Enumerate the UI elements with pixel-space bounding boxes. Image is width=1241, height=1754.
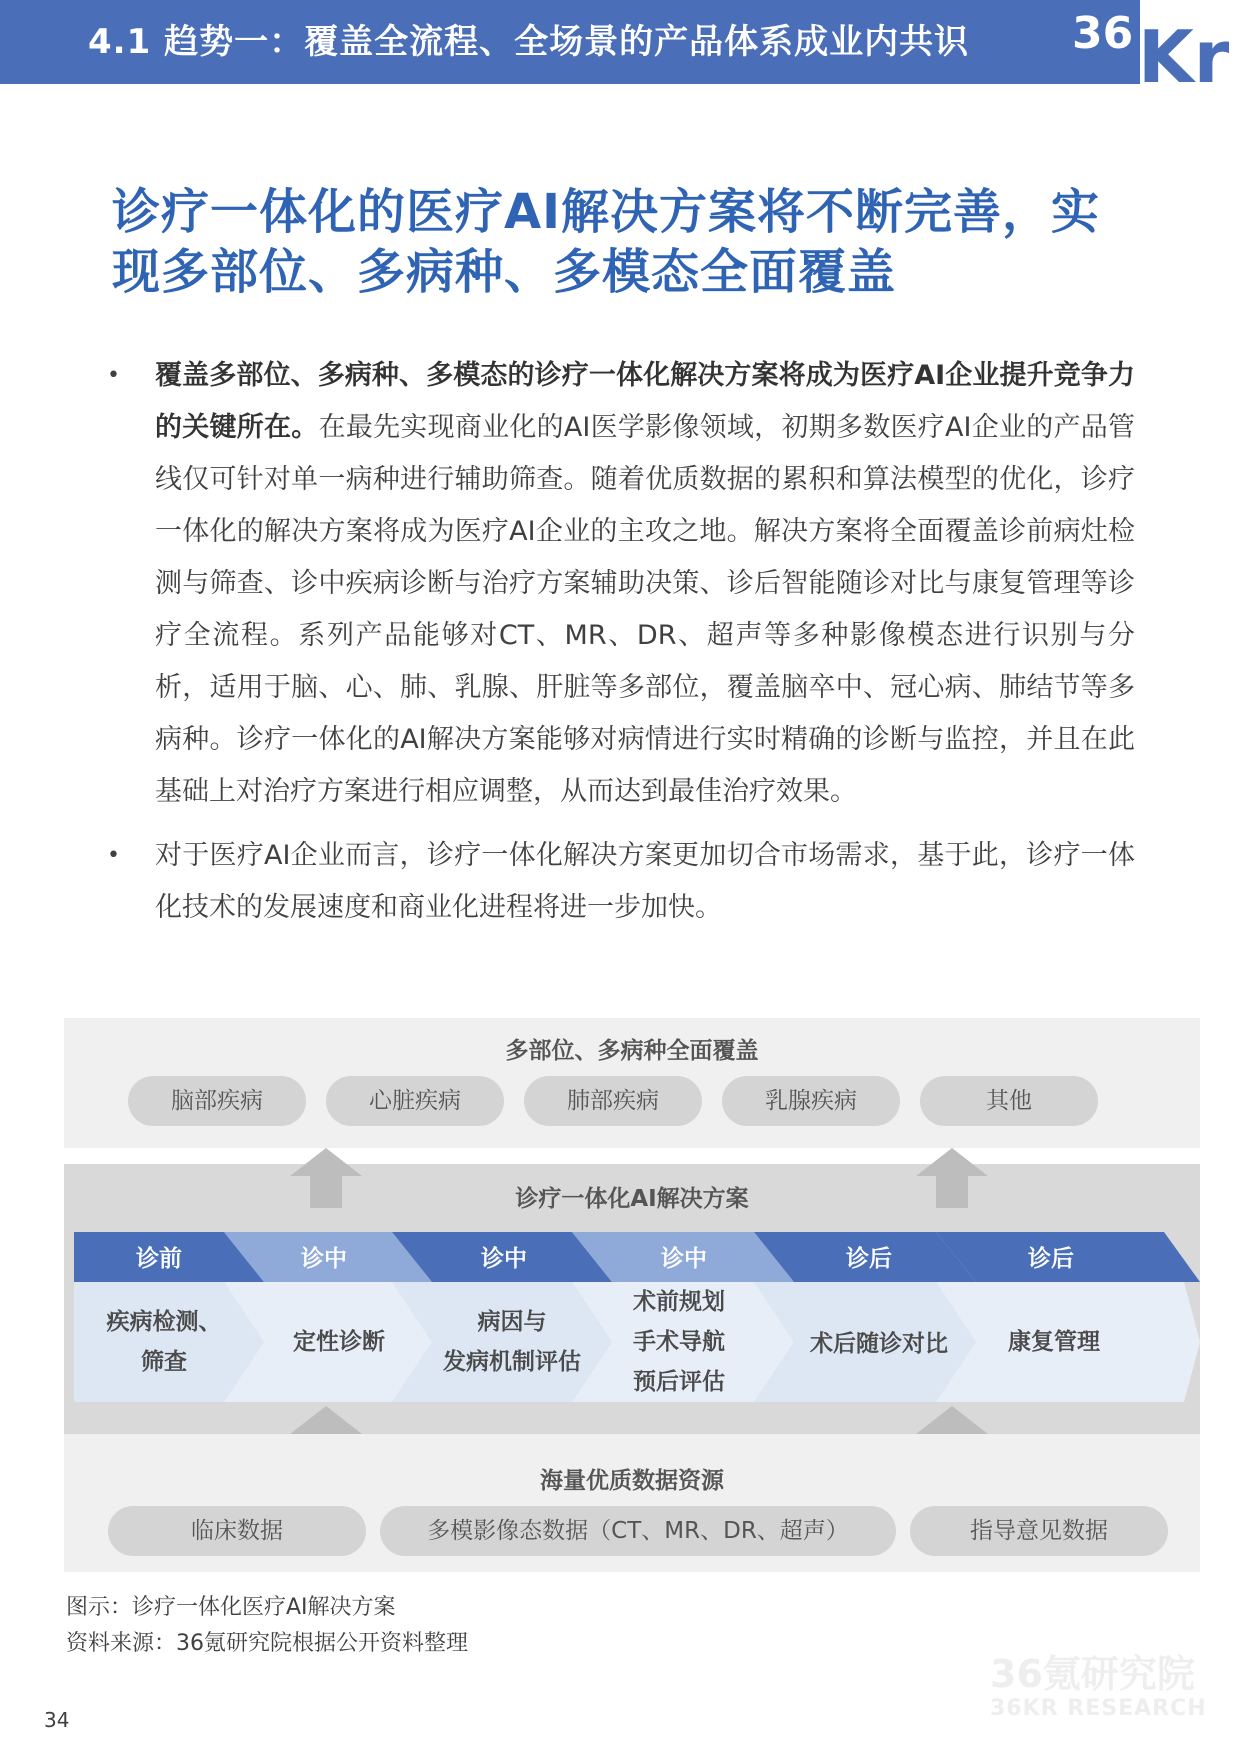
coverage-band	[64, 1018, 1200, 1148]
pill-clinical-data: 临床数据	[108, 1506, 366, 1556]
headline-line-2: 现多部位、多病种、多模态全面覆盖	[112, 244, 897, 300]
pill-breast: 乳腺疾病	[722, 1076, 900, 1126]
stage-body-line: 术前规划	[633, 1289, 725, 1315]
stage-head-6: 诊后	[1028, 1246, 1074, 1272]
stage-body-line: 筛查	[141, 1349, 187, 1375]
coverage-title: 多部位、多病种全面覆盖	[505, 1038, 759, 1064]
stage-body-line: 术后随诊对比	[810, 1331, 948, 1357]
logo	[1072, 0, 1241, 99]
bullet-text: 对于医疗AI企业而言，诊疗一体化解决方案更加切合市场需求，基于此，诊疗一体化技术的发展速度和商业化进程将进一步加快。	[155, 840, 1135, 923]
figure-title: 图示：诊疗一体化医疗AI解决方案	[66, 1595, 396, 1620]
stage-head-2: 诊中	[301, 1246, 347, 1272]
svg-text:Kr: Kr	[1138, 15, 1230, 99]
36kr-logo-icon	[1072, 0, 1241, 99]
solution-title: 诊疗一体化AI解决方案	[515, 1186, 749, 1212]
stage-flow	[74, 1232, 1200, 1402]
data-resources-title: 海量优质数据资源	[540, 1468, 724, 1494]
bullet-item-1	[105, 350, 1135, 818]
bullet-dot-icon: •	[107, 843, 120, 868]
watermark	[990, 1652, 1207, 1722]
pill-brain: 脑部疾病	[128, 1076, 306, 1126]
section-title: 4.1 趋势一：覆盖全流程、全场景的产品体系成业内共识	[88, 22, 970, 62]
svg-text:36: 36	[1072, 8, 1134, 59]
solution-diagram	[64, 1018, 1200, 1554]
watermark-line-2: 36KR RESEARCH	[990, 1696, 1207, 1721]
stage-body-line: 发病机制评估	[443, 1349, 581, 1375]
stage-body-4	[604, 1282, 754, 1402]
stage-head-1: 诊前	[136, 1246, 182, 1272]
bullet-dot-icon: •	[107, 363, 120, 388]
arrow-up-icon	[290, 1148, 362, 1208]
page-header	[0, 0, 1241, 99]
pill-guideline-data: 指导意见数据	[910, 1506, 1168, 1556]
headline-line-1: 诊疗一体化的医疗AI解决方案将不断完善，实	[112, 184, 1101, 240]
pill-heart: 心脏疾病	[326, 1076, 504, 1126]
bullet-lead: 覆盖多部位、多病种、多模态的诊疗一体化解决方案将成为医疗AI企业提升竞争力的关键所在。	[155, 360, 1135, 443]
bullet-text: 在最先实现商业化的AI医学影像领域，初期多数医疗AI企业的产品管线仅可针对单一病种进行辅助筛查。随着优质数据的累积和算法模型的优化，诊疗一体化的解决方案将成为医疗AI企业的主攻之地。解决方案将全面覆盖诊前病灶检测与筛查、诊中疾病诊断与治疗方案辅助决策、诊后智能随诊对比与康复管理等诊疗全流程。系列产品能够对CT、MR、DR、超声等多种影像模态进行识别与分析，适用于脑、心、肺、乳腺、肝脏等多部位，覆盖脑卒中、冠心病、肺结节等多病种。诊疗一体化的AI解决方案能够对病情进行实时精确的诊断与监控，并且在此基础上对治疗方案进行相应调整，从而达到最佳治疗效果。	[155, 412, 1136, 807]
page-number: 34	[44, 1708, 70, 1732]
bullet-list	[105, 350, 1135, 934]
stage-body-line: 病因与	[477, 1309, 547, 1335]
data-resources-band	[64, 1434, 1200, 1572]
figure-caption	[66, 1590, 468, 1662]
stage-body-1	[84, 1302, 244, 1382]
stage-body-3	[422, 1302, 602, 1382]
stage-body-line: 预后评估	[633, 1369, 725, 1395]
arrow-up-icon	[916, 1148, 988, 1208]
stage-body-2	[259, 1322, 419, 1362]
pill-other: 其他	[920, 1076, 1098, 1126]
stage-body-line: 疾病检测、	[106, 1309, 222, 1335]
stage-head-5: 诊后	[846, 1246, 892, 1272]
pill-imaging-data: 多模影像态数据（CT、MR、DR、超声）	[380, 1506, 896, 1556]
stage-body-5	[794, 1324, 964, 1364]
stage-body-line: 定性诊断	[293, 1329, 385, 1355]
stage-head-3: 诊中	[481, 1246, 527, 1272]
stage-body-6	[974, 1322, 1134, 1362]
pill-lung: 肺部疾病	[524, 1076, 702, 1126]
stage-head-4: 诊中	[661, 1246, 707, 1272]
figure-source: 资料来源：36氪研究院根据公开资料整理	[66, 1631, 468, 1656]
stage-body-line: 手术导航	[633, 1329, 725, 1355]
headline	[112, 182, 1152, 302]
bullet-item-2	[105, 830, 1135, 934]
watermark-line-1: 36氪研究院	[990, 1652, 1195, 1696]
stage-body-line: 康复管理	[1008, 1329, 1100, 1355]
